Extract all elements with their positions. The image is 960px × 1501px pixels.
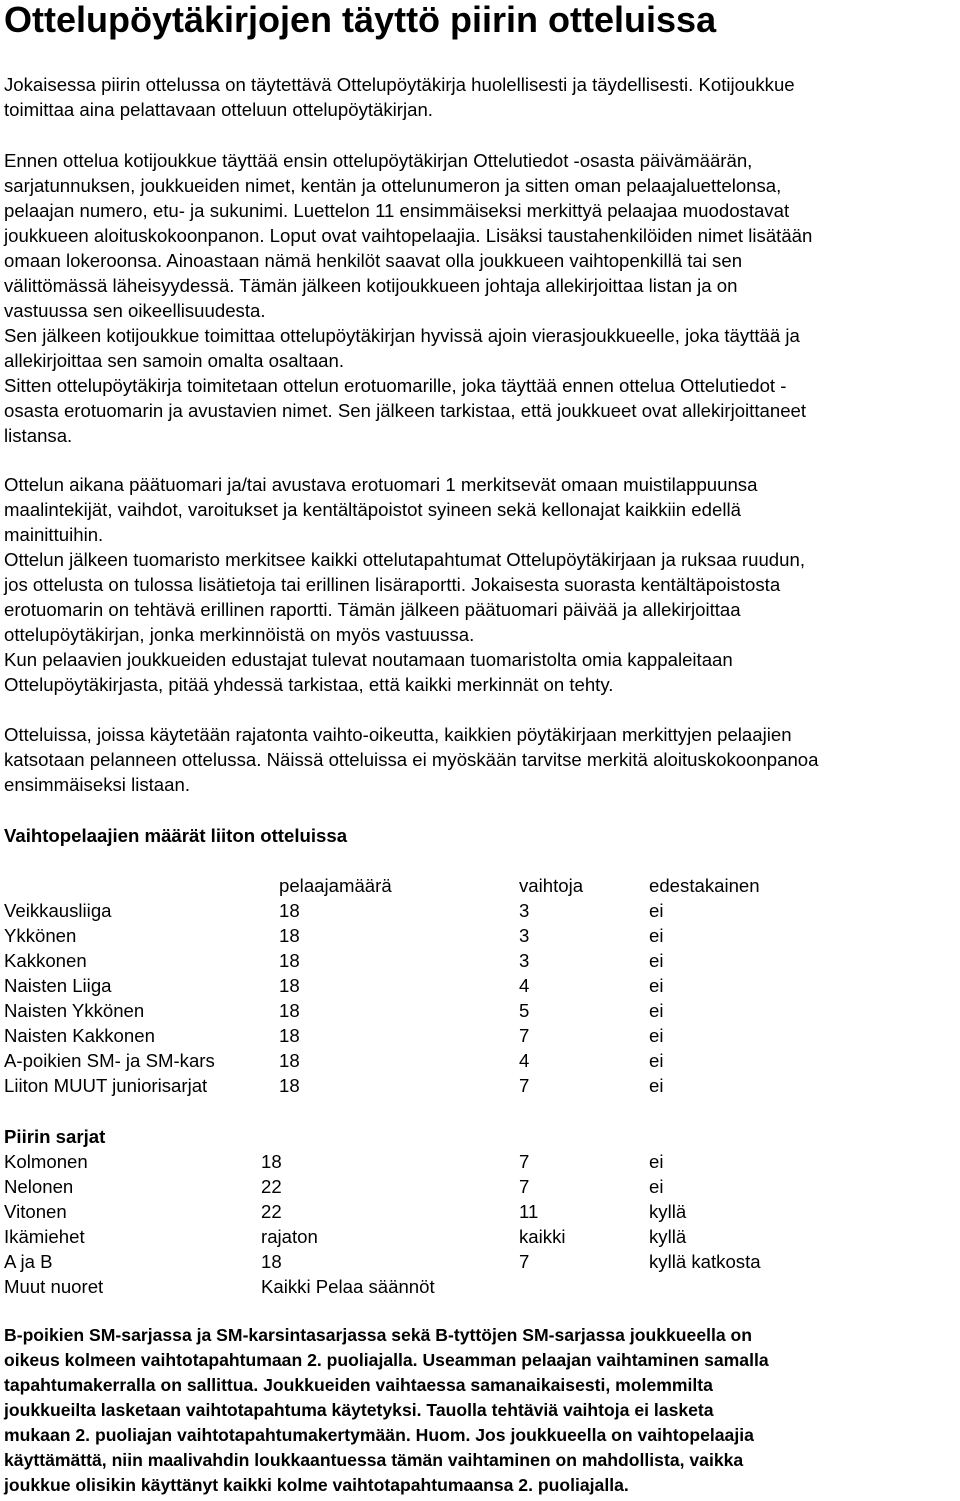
text-line: omaan lokeroonsa. Ainoastaan nämä henkilöt saavat olla joukkueen vaihtopenkillä tai sen <box>4 250 743 271</box>
rolling-substitution: kyllä <box>649 1226 687 1247</box>
series-name: Kolmonen <box>4 1151 88 1172</box>
player-count: 18 <box>261 1151 282 1172</box>
text-line: toimittaa aina pelattavaan otteluun ottelupöytäkirjan. <box>4 99 433 120</box>
player-count: 22 <box>261 1201 282 1222</box>
player-count: 18 <box>279 1025 300 1046</box>
text-line: tapahtumakerralla on sallittua. Joukkueiden vaihtaessa samanaikaisesti, molemmilta <box>4 1375 713 1395</box>
substitution-count: 3 <box>519 925 530 946</box>
series-name: Naisten Liiga <box>4 975 112 996</box>
text-line: oikeus kolmeen vaihtotapahtumaan 2. puoliajalla. Useamman pelaajan vaihtaminen samalla <box>4 1350 769 1370</box>
before-match-paragraph <box>4 148 958 448</box>
substitution-count: 11 <box>519 1201 539 1222</box>
text-line: osasta erotuomarin ja avustavien nimet. Sen jälkeen tarkistaa, että joukkueet ovat allekirjoittaneet <box>4 400 807 421</box>
player-count: 18 <box>279 1000 300 1021</box>
rolling-substitution: kyllä katkosta <box>649 1251 761 1272</box>
text-line: joukkue olisikin käyttänyt kaikki kolme vaihtotapahtumaansa 2. puoliajalla. <box>4 1475 629 1495</box>
rolling-substitution: ei <box>649 1176 664 1197</box>
series-name: Vitonen <box>4 1201 67 1222</box>
text-line: Sitten ottelupöytäkirja toimitetaan ottelun erotuomarille, joka täyttää ennen ottelua Ottelutiedot - <box>4 375 787 396</box>
text-line: listansa. <box>4 425 73 446</box>
text-line: Kun pelaavien joukkueiden edustajat tulevat noutamaan tuomaristolta omia kappaleitaan <box>4 649 733 670</box>
series-name: Liiton MUUT juniorisarjat <box>4 1075 208 1096</box>
text-line: välittömässä läheisyydessä. Tämän jälkeen kotijoukkueen johtaja allekirjoittaa listan ja on <box>4 275 738 296</box>
substitution-count: 5 <box>519 1000 530 1021</box>
text-line: Ottelun jälkeen tuomaristo merkitsee kaikki ottelutapahtumat Ottelupöytäkirjaan ja ruksaa ruudun, <box>4 549 805 570</box>
text-line: ottelupöytäkirjan, jonka merkinnöistä on myös vastuussa. <box>4 624 475 645</box>
rolling-substitution: ei <box>649 975 664 996</box>
player-count: 18 <box>279 925 300 946</box>
series-name: A-poikien SM- ja SM-kars <box>4 1050 215 1071</box>
text-line: Ottelupöytäkirjasta, pitää yhdessä tarkistaa, että kaikki merkinnät on tehty. <box>4 674 614 695</box>
district-series-heading: Piirin sarjat <box>4 1126 106 1147</box>
rolling-substitution: kyllä <box>649 1201 687 1222</box>
substitution-count: 4 <box>519 975 530 996</box>
text-line: vastuussa sen oikeellisuudesta. <box>4 300 266 321</box>
player-count: 22 <box>261 1176 282 1197</box>
series-name: Ikämiehet <box>4 1226 85 1247</box>
text-line: Otteluissa, joissa käytetään rajatonta vaihto-oikeutta, kaikkien pöytäkirjaan merkittyjen pelaajien <box>4 724 792 745</box>
text-line: Ennen ottelua kotijoukkue täyttää ensin ottelupöytäkirjan Ottelutiedot -osasta päivämäärän, <box>4 150 753 171</box>
rolling-substitution: ei <box>649 1000 664 1021</box>
series-name: Nelonen <box>4 1176 74 1197</box>
text-line: joukkueilta lasketaan vaihtotapahtuma käytetyksi. Tauolla tehtäviä vaihtoja ei lasketa <box>4 1400 714 1420</box>
series-name: Kakkonen <box>4 950 87 971</box>
substitution-count: 3 <box>519 950 530 971</box>
rolling-substitution: ei <box>649 1025 664 1046</box>
player-count: 18 <box>279 950 300 971</box>
text-line: Ottelun aikana päätuomari ja/tai avustava erotuomari 1 merkitsevät omaan muistilappuunsa <box>4 474 758 495</box>
substitution-count: 7 <box>519 1025 530 1046</box>
series-name: Veikkausliiga <box>4 900 112 921</box>
series-name: Naisten Ykkönen <box>4 1000 145 1021</box>
substitution-count: kaikki <box>519 1226 566 1247</box>
substitutes-heading: Vaihtopelaajien määrät liiton otteluissa <box>4 825 348 846</box>
text-line: sarjatunnuksen, joukkueiden nimet, kentän ja ottelunumeron ja sitten oman pelaajaluettelonsa, <box>4 175 782 196</box>
series-name: A ja B <box>4 1251 53 1272</box>
text-line: mainittuihin. <box>4 524 104 545</box>
rolling-substitution: ei <box>649 1075 664 1096</box>
substitution-count: 3 <box>519 900 530 921</box>
intro-paragraph <box>4 72 958 122</box>
page-title: Ottelupöytäkirjojen täyttö piirin otteluissa <box>4 0 717 40</box>
player-count: 18 <box>279 1050 300 1071</box>
player-count: rajaton <box>261 1226 318 1247</box>
rolling-substitution: ei <box>649 925 664 946</box>
text-line: jos ottelusta on tulossa lisätietoja tai erillinen lisäraportti. Jokaisesta suorasta kentältäpoistosta <box>4 574 781 595</box>
text-line: allekirjoittaa sen samoin omalta osaltaan. <box>4 350 345 371</box>
player-count: 18 <box>279 1075 300 1096</box>
player-count: 18 <box>279 975 300 996</box>
series-name: Ykkönen <box>4 925 77 946</box>
text-line: pelaajan numero, etu- ja sukunimi. Luettelon 11 ensimmäiseksi merkittyä pelaajaa muodostavat <box>4 200 790 221</box>
text-line: Sen jälkeen kotijoukkue toimittaa ottelupöytäkirjan hyvissä ajoin vierasjoukkueelle, joka täyttää ja <box>4 325 800 346</box>
series-name: Naisten Kakkonen <box>4 1025 155 1046</box>
during-match-paragraph <box>4 472 958 697</box>
substitution-count: 7 <box>519 1075 530 1096</box>
series-name: Muut nuoret <box>4 1276 104 1297</box>
substitution-count: 7 <box>519 1151 530 1172</box>
player-count: Kaikki Pelaa säännöt <box>261 1276 435 1297</box>
unlimited-substitution-paragraph <box>4 722 958 797</box>
text-line: Jokaisessa piirin ottelussa on täytettävä Ottelupöytäkirja huolellisesti ja täydellisesti. Kotijoukkue <box>4 74 795 95</box>
rolling-substitution: ei <box>649 1151 664 1172</box>
column-header-rolling: edestakainen <box>649 875 760 896</box>
b-juniors-note <box>4 1323 958 1498</box>
rolling-substitution: ei <box>649 1050 664 1071</box>
column-header-players: pelaajamäärä <box>279 875 392 896</box>
text-line: ensimmäiseksi listaan. <box>4 774 191 795</box>
rolling-substitution: ei <box>649 900 664 921</box>
player-count: 18 <box>261 1251 282 1272</box>
player-count: 18 <box>279 900 300 921</box>
substitution-count: 7 <box>519 1251 530 1272</box>
rolling-substitution: ei <box>649 950 664 971</box>
text-line: joukkueen aloituskokoonpanon. Loput ovat vaihtopelaajia. Lisäksi taustahenkilöiden nimet lisätään <box>4 225 813 246</box>
text-line: mukaan 2. puoliajan vaihtotapahtumakertymään. Huom. Jos joukkueella on vaihtopelaajia <box>4 1425 754 1445</box>
substitution-count: 4 <box>519 1050 530 1071</box>
text-line: B-poikien SM-sarjassa ja SM-karsintasarjassa sekä B-tyttöjen SM-sarjassa joukkueella on <box>4 1325 753 1345</box>
text-line: maalintekijät, vaihdot, varoitukset ja kentältäpoistot syineen sekä kellonajat kaikkiin edellä <box>4 499 741 520</box>
substitution-count: 7 <box>519 1176 530 1197</box>
text-line: katsotaan pelanneen ottelussa. Näissä otteluissa ei myöskään tarvitse merkitä aloituskokoonpanoa <box>4 749 819 770</box>
column-header-substitutions: vaihtoja <box>519 875 584 896</box>
text-line: käyttämättä, niin maalivahdin loukkaantuessa tämän vaihtaminen on mahdollista, vaikka <box>4 1450 744 1470</box>
text-line: erotuomarin on tehtävä erillinen raportti. Tämän jälkeen päätuomari päivää ja allekirjoittaa <box>4 599 741 620</box>
